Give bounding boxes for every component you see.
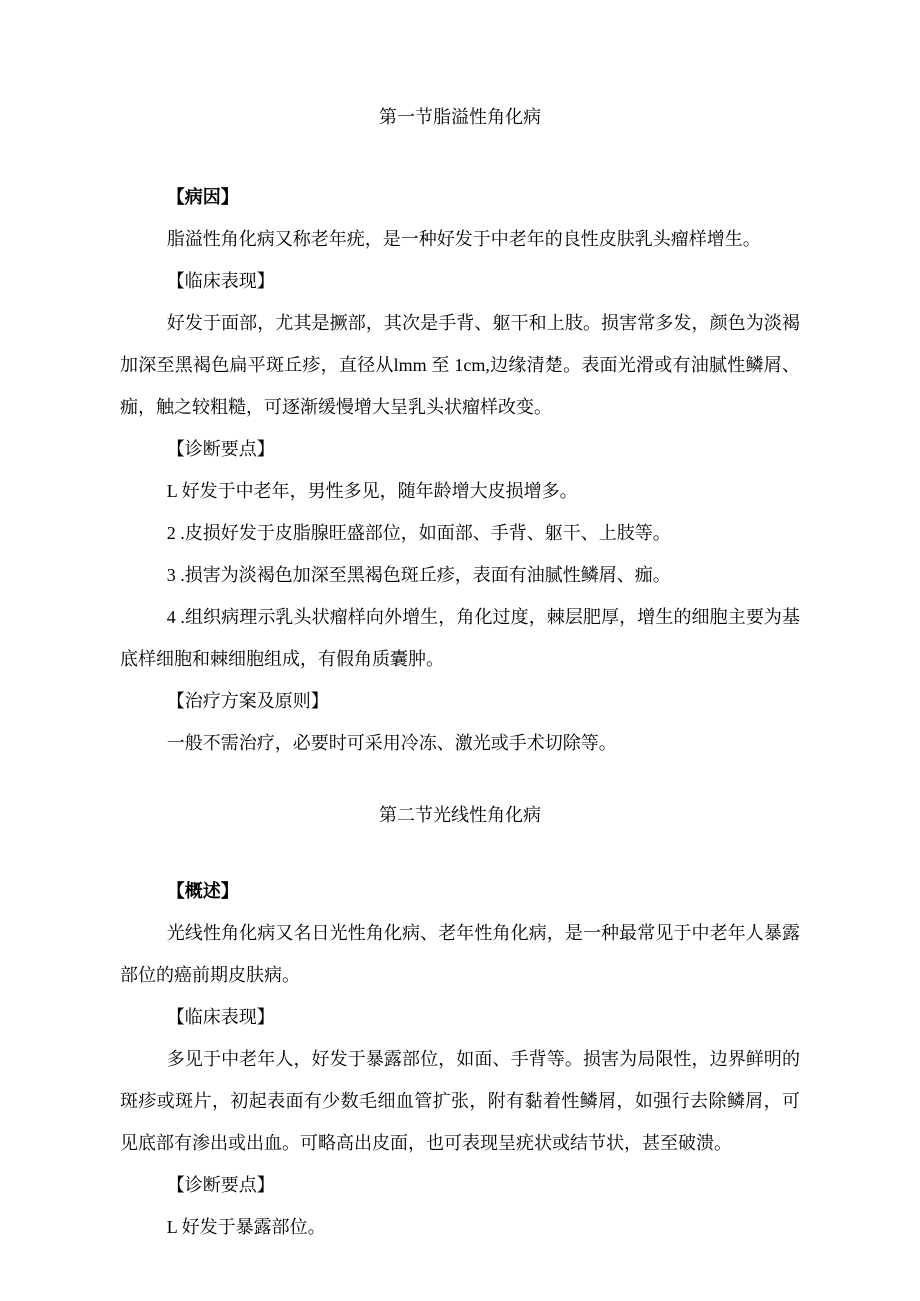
- section2-diagnosis-item-1: L 好发于暴露部位。: [166, 1217, 326, 1237]
- section2-para-overview: 光线性角化病又名日光性角化病、老年性角化病，是一种最常见于中老年人暴露部位的癌前期皮肤病。: [120, 923, 800, 985]
- section2-heading-overview: 【概述】: [166, 881, 239, 901]
- section2-para-clinical: 多见于中老年人，好发于暴露部位，如面、手背等。损害为局限性，边界鲜明的斑疹或斑片，初起表面有少数毛细血管扩张，附有黏着性鳞屑，如强行去除鳞屑，可见底部有渗出或出血。可略高出皮面，也可表现呈疣状或结节状，甚至破溃。: [120, 1049, 800, 1153]
- section1-diagnosis-item-1: L 好发于中老年，男性多见，随年龄增大皮损增多。: [166, 481, 578, 501]
- section1-diagnosis-item-3: 3 .损害为淡褐色加深至黑褐色斑丘疹，表面有油腻性鳞屑、痂。: [166, 565, 671, 585]
- section1-heading-treatment: 【治疗方案及原则】: [166, 691, 329, 711]
- section1-diagnosis-item-2: 2 .皮损好发于皮脂腺旺盛部位，如面部、手背、躯干、上肢等。: [166, 523, 671, 543]
- section1-title: 第一节脂溢性角化病: [379, 107, 541, 127]
- section1-diagnosis-item-4: 4 .组织病理示乳头状瘤样向外增生，角化过度，棘层肥厚，增生的细胞主要为基底样细胞和棘细胞组成，有假角质囊肿。: [120, 607, 800, 669]
- section1-heading-diagnosis: 【诊断要点】: [166, 439, 275, 459]
- section1-heading-clinical: 【临床表现】: [166, 271, 275, 291]
- section1-para-treatment: 一般不需治疗，必要时可采用冷冻、激光或手术切除等。: [166, 733, 617, 753]
- section1-para-etiology: 脂溢性角化病又称老年疣，是一种好发于中老年的良性皮肤乳头瘤样增生。: [166, 229, 761, 249]
- section1-heading-etiology: 【病因】: [166, 187, 239, 207]
- section2-title: 第二节光线性角化病: [379, 805, 541, 825]
- section2-heading-diagnosis: 【诊断要点】: [166, 1175, 275, 1195]
- section1-para-clinical: 好发于面部，尤其是撅部，其次是手背、躯干和上肢。损害常多发，颜色为淡褐加深至黑褐色扁平斑丘疹，直径从lmm 至 1cm,边缘清楚。表面光滑或有油腻性鳞屑、痂，触之较粗糙，可逐渐缓慢增大呈乳头状瘤样改变。: [120, 313, 800, 417]
- section2-heading-clinical: 【临床表现】: [166, 1007, 275, 1027]
